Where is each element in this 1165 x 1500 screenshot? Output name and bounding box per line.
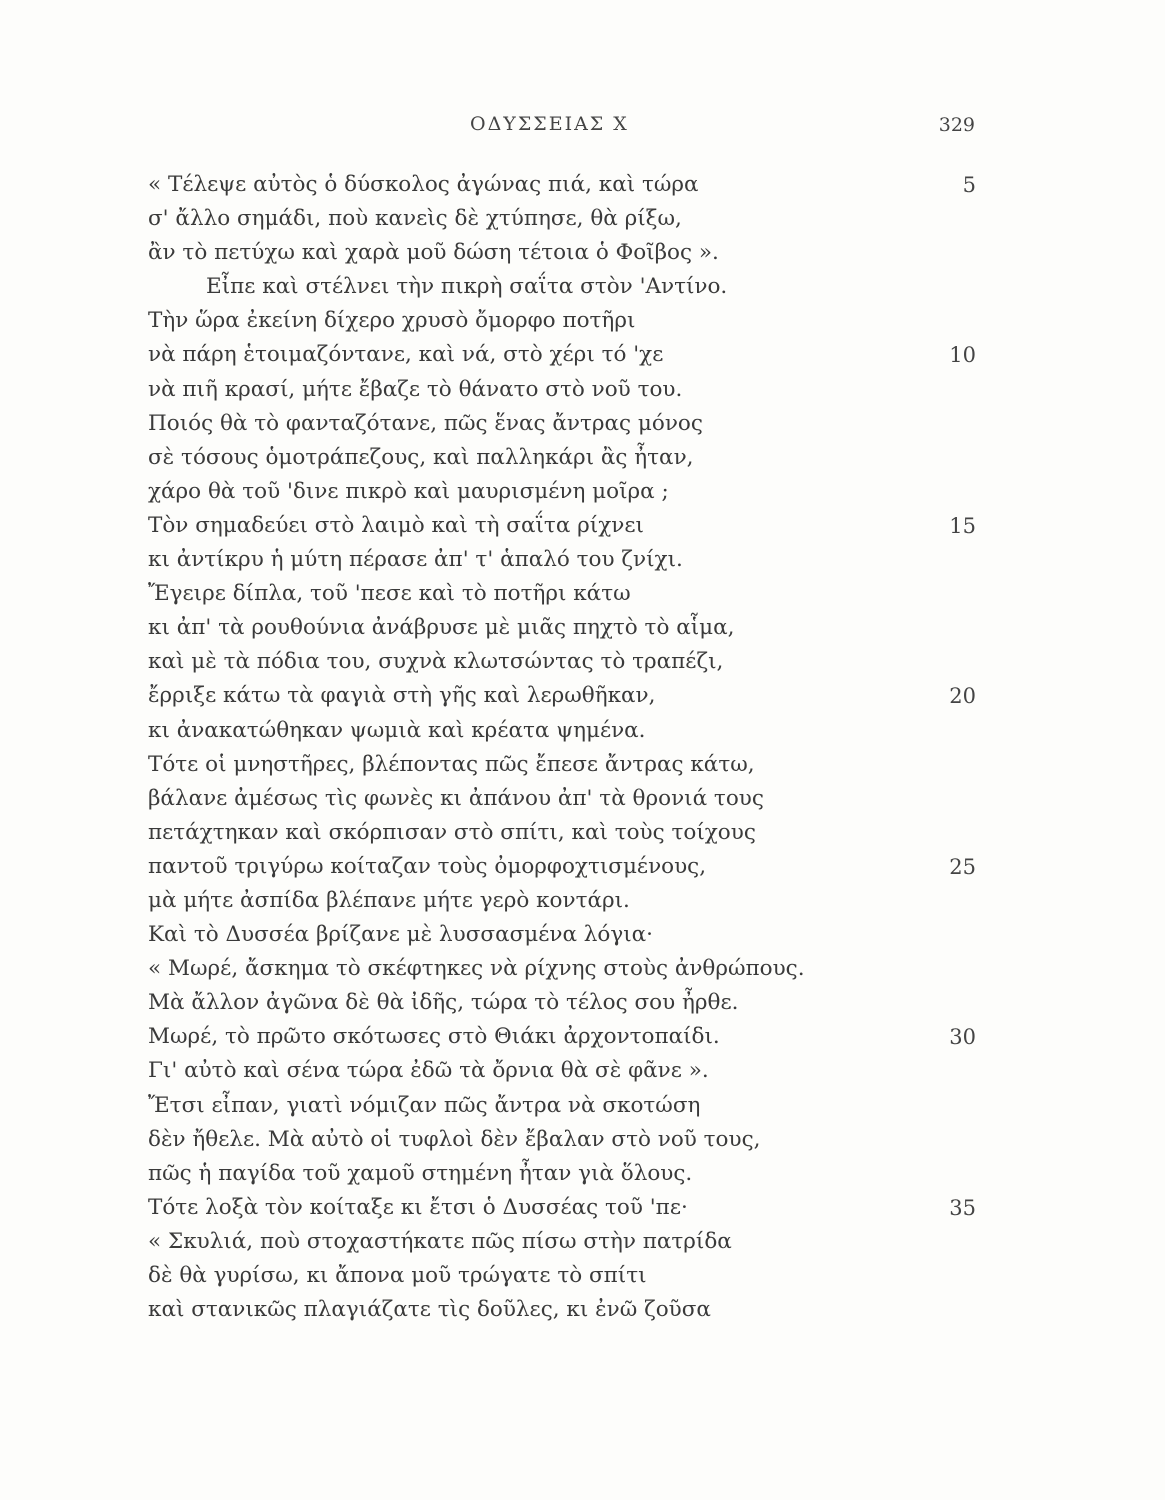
verse-line-text: σὲ τόσους ὁμοτράπεζους, καὶ παλληκάρι ἂς ἦταν, [148, 444, 694, 470]
verse-line-text: δὲ θὰ γυρίσω, κι ἄπονα μοῦ τρώγατε τὸ σπίτι [148, 1263, 647, 1288]
verse-line [148, 407, 978, 441]
verse-line-text: Καὶ τὸ Δυσσέα βρίζανε μὲ λυσσασμένα λόγια· [148, 922, 653, 948]
verse-line [148, 918, 978, 952]
verse-line [148, 202, 978, 236]
verse-line-text: « Σκυλιά, ποὺ στοχαστήκατε πῶς πίσω στὴν πατρίδα [148, 1228, 732, 1254]
verse-line-text: Ἔτσι εἶπαν, γιατὶ νόμιζαν πῶς ἄντρα νὰ σκοτώση [148, 1092, 701, 1118]
verse-line-text: Τότε λοξὰ τὸν κοίταξε κι ἔτσι ὁ Δυσσέας τοῦ 'πε· [148, 1194, 688, 1220]
page-number: 329 [938, 114, 975, 136]
verse-line-text: πετάχτηκαν καὶ σκόρπισαν στὸ σπίτι, καὶ τοὺς τοίχους [148, 819, 756, 845]
verse-line-text: Ἔγειρε δίπλα, τοῦ 'πεσε καὶ τὸ ποτῆρι κάτω [148, 581, 631, 607]
verse-line-text: κι ἀντίκρυ ἡ μύτη πέρασε ἀπ' τ' ἁπαλό του ζνίχι. [148, 547, 683, 573]
verse-line [148, 748, 978, 782]
verse-line-text: Γι' αὐτὸ καὶ σένα τώρα ἐδῶ τὰ ὄρνια θὰ σὲ φᾶνε ». [148, 1058, 709, 1084]
verse-line [148, 782, 978, 816]
verse-line [148, 338, 978, 372]
verse-line [148, 475, 978, 509]
verse-line [148, 373, 978, 407]
verse-line-text: κι ἀπ' τὰ ρουθούνια ἀνάβρυσε μὲ μιᾶς πηχτὸ τὸ αἷμα, [148, 615, 735, 641]
verse-line-text: νὰ πιῆ κρασί, μήτε ἔβαζε τὸ θάνατο στὸ νοῦ του. [148, 376, 683, 402]
verse-line-text: μὰ μήτε ἀσπίδα βλέπανε μήτε γερὸ κοντάρι. [148, 887, 630, 913]
verse-line [148, 543, 978, 577]
verse-line [148, 611, 978, 645]
verse-line-text: νὰ πάρη ἑτοιμαζόντανε, καὶ νά, στὸ χέρι τό 'χε [148, 342, 664, 368]
verse-line-text: ἔρριξε κάτω τὰ φαγιὰ στὴ γῆς καὶ λερωθῆκαν, [148, 683, 656, 709]
verse-line [148, 304, 978, 338]
verse-line-text: Μωρέ, τὸ πρῶτο σκότωσες στὸ Θιάκι ἀρχοντοπαίδι. [148, 1024, 720, 1050]
verse-line-number: 5 [962, 173, 976, 197]
verse-line-number: 25 [949, 854, 976, 879]
verse-line [148, 816, 978, 850]
verse-line [148, 952, 978, 986]
verse-line [148, 441, 978, 475]
verse-line-text: καὶ στανικῶς πλαγιάζατε τὶς δοῦλες, κι ἐνῶ ζοῦσα [148, 1297, 711, 1323]
verse-line [148, 509, 978, 543]
verse-line [148, 1054, 978, 1088]
verse-line [148, 1259, 978, 1293]
verse-line-text: Μὰ ἄλλον ἀγῶνα δὲ θὰ ἰδῆς, τώρα τὸ τέλος σου ἦρθε. [148, 990, 739, 1016]
verse-line [148, 1225, 978, 1259]
verse-line-number: 30 [949, 1025, 976, 1050]
running-header-title: ΟΔΥΣΣΕΙΑΣ Χ [470, 113, 629, 135]
verse-line-text: σ' ἄλλο σημάδι, ποὺ κανεὶς δὲ χτύπησε, θὰ ρίξω, [148, 206, 682, 232]
verse-line [148, 168, 978, 202]
verse-line-text: Ποιός θὰ τὸ φανταζότανε, πῶς ἕνας ἄντρας μόνος [148, 410, 703, 436]
verse-line [148, 645, 978, 679]
verse-line-text: κι ἀνακατώθηκαν ψωμιὰ καὶ κρέατα ψημένα. [148, 717, 646, 743]
verse-line-text: καὶ μὲ τὰ πόδια του, συχνὰ κλωτσώντας τὸ τραπέζι, [148, 649, 724, 675]
verse-line [148, 1020, 978, 1054]
verse-line-text: Τότε οἱ μνηστῆρες, βλέποντας πῶς ἔπεσε ἄντρας κάτω, [148, 751, 755, 777]
verse-line-text: Τὴν ὥρα ἐκείνη δίχερο χρυσὸ ὄμορφο ποτῆρι [148, 308, 636, 334]
verse-line [148, 1191, 978, 1225]
verse-line-text: βάλανε ἀμέσως τὶς φωνὲς κι ἀπάνου ἀπ' τὰ θρονιά τους [148, 785, 764, 811]
verse-line [148, 986, 978, 1020]
verse-line [148, 577, 978, 611]
verse-line [148, 1293, 978, 1327]
verse-line-number: 10 [949, 343, 976, 368]
verse-line [148, 1157, 978, 1191]
verse-line-text: πῶς ἡ παγίδα τοῦ χαμοῦ στημένη ἦταν γιὰ ὅλους. [148, 1160, 693, 1186]
verse-line-text: Εἶπε καὶ στέλνει τὴν πικρὴ σαΐτα στὸν 'Αντίνο. [206, 274, 728, 300]
verse-line-number: 20 [949, 684, 976, 709]
verse-line [148, 884, 978, 918]
poem-text [148, 168, 978, 1327]
verse-line [148, 1123, 978, 1157]
verse-line-text: χάρο θὰ τοῦ 'δινε πικρὸ καὶ μαυρισμένη μοῖρα ; [148, 478, 669, 504]
verse-line [148, 714, 978, 748]
verse-line [148, 236, 978, 270]
verse-line-text: « Τέλεψε αὐτὸς ὁ δύσκολος ἀγώνας πιά, καὶ τώρα [148, 172, 699, 197]
verse-line-text: δὲν ἤθελε. Μὰ αὐτὸ οἱ τυφλοὶ δὲν ἔβαλαν στὸ νοῦ τους, [148, 1126, 761, 1152]
verse-line-number: 35 [949, 1195, 976, 1220]
verse-line-text: Τὸν σημαδεύει στὸ λαιμὸ καὶ τὴ σαΐτα ρίχνει [148, 512, 644, 538]
verse-line [148, 270, 978, 304]
verse-line [148, 679, 978, 713]
verse-line-number: 15 [949, 513, 976, 538]
verse-line [148, 850, 978, 884]
verse-line-text: ἂν τὸ πετύχω καὶ χαρὰ μοῦ δώση τέτοια ὁ Φοῖβος ». [148, 240, 719, 266]
verse-line-text: παντοῦ τριγύρω κοίταζαν τοὺς ὀμορφοχτισμένους, [148, 853, 707, 879]
verse-line [148, 1089, 978, 1123]
verse-line-text: « Μωρέ, ἄσκημα τὸ σκέφτηκες νὰ ρίχνης στοὺς ἀνθρώπους. [148, 956, 805, 982]
